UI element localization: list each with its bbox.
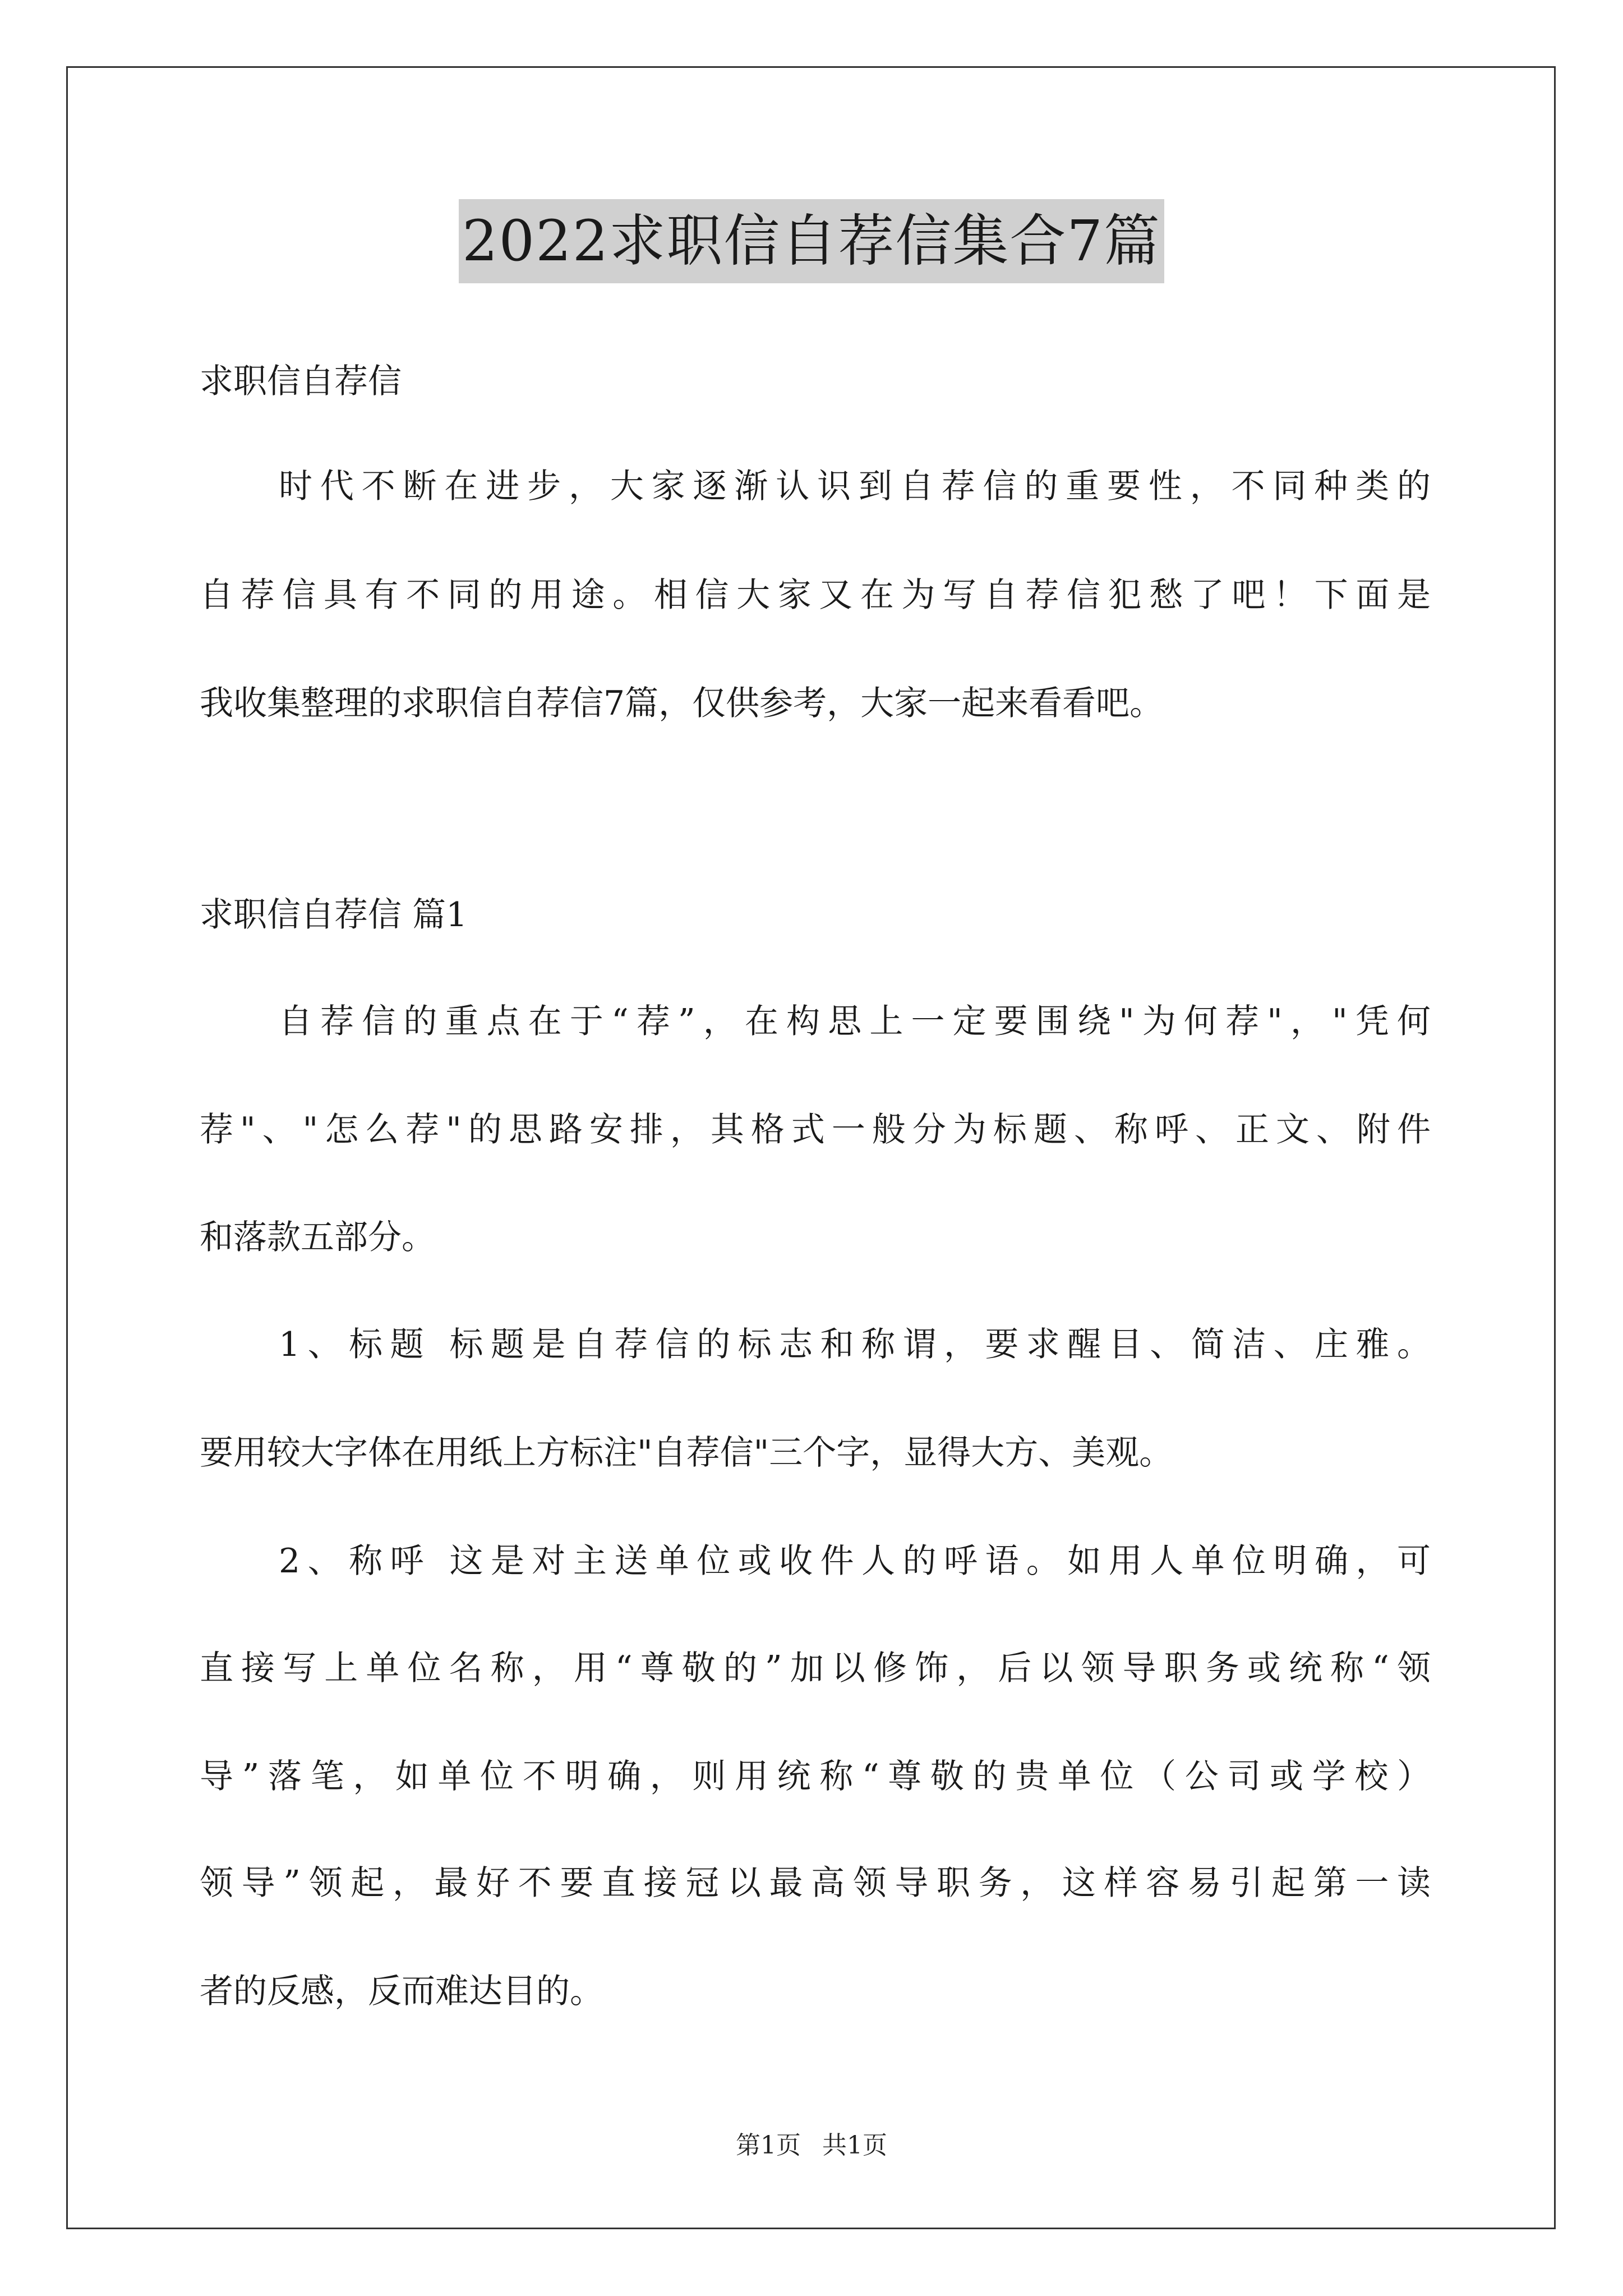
document-title: 2022求职信自荐信集合7篇 [459,199,1164,283]
section-1-line-6: 2、称呼 这是对主送单位或收件人的呼语。如用人单位明确，可 [279,1542,1431,1581]
page-footer [0,2129,1623,2162]
section-1-line-2: 荐"、"怎么荐"的思路安排，其格式一般分为标题、称呼、正文、附件 [200,1110,1431,1149]
section-1-line-4: 1、标题 标题是自荐信的标志和称谓，要求醒目、简洁、庄雅。 [279,1325,1431,1364]
title-wrapper [0,199,1623,283]
page-number-current: 第1页 [736,2131,801,2160]
intro-heading: 求职信自荐信 [200,362,402,401]
section-1-line-8: 导”落笔，如单位不明确，则用统称“尊敬的贵单位（公司或学校） [200,1757,1431,1796]
section-1-line-5: 要用较大字体在用纸上方标注"自荐信"三个字，显得大方、美观。 [200,1433,1173,1473]
section-1-line-7: 直接写上单位名称，用“尊敬的”加以修饰，后以领导职务或统称“领 [200,1649,1431,1688]
intro-line-1: 时代不断在进步，大家逐渐认识到自荐信的重要性，不同种类的 [279,467,1431,506]
intro-line-2: 自荐信具有不同的用途。相信大家又在为写自荐信犯愁了吧！下面是 [200,576,1431,615]
section-1-line-10: 者的反感，反而难达目的。 [200,1972,603,2011]
section-1-heading: 求职信自荐信 篇1 [200,895,468,935]
section-1-line-9: 领导”领起，最好不要直接冠以最高领导职务，这样容易引起第一读 [200,1864,1431,1903]
section-1-line-1: 自荐信的重点在于“荐”，在构思上一定要围绕"为何荐"，"凭何 [279,1002,1431,1041]
page-number-total: 共1页 [822,2131,887,2160]
section-1-line-3: 和落款五部分。 [200,1218,435,1257]
intro-line-3: 我收集整理的求职信自荐信7篇，仅供参考，大家一起来看看吧。 [200,684,1164,723]
